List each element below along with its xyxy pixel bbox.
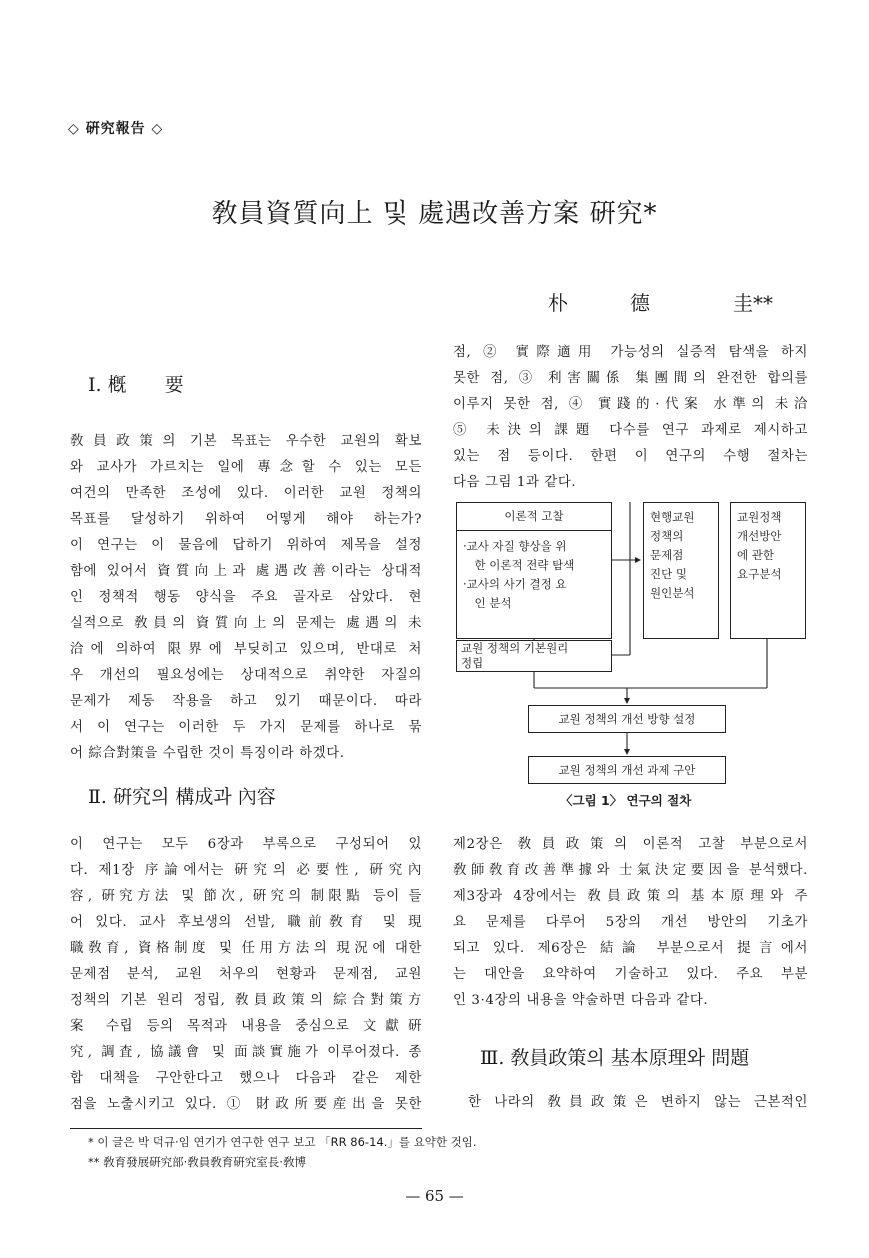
theory-review-box [456,502,612,639]
text-line: 인 정책적 행동 양식을 주요 골자로 삼았다. 현 [70,590,422,605]
text-line: 점, ② 實際適用 가능성의 실증적 탐색을 하지 [453,345,808,360]
box-line: 교원 정책의 기본원리 [461,641,569,655]
text-line: 어 綜合對策을 수립한 것이 특징이라 하겠다. [70,746,345,761]
page-number: — 65 — [405,1187,464,1205]
author-name-part: 圭** [733,291,773,315]
section-3-heading: Ⅲ. 敎員政策의 基本原理와 問題 [480,1047,750,1069]
paragraph-principles [468,1090,808,1116]
footnote-rule [70,1128,422,1129]
theory-item: 인 분석 [463,596,512,610]
paragraph-chapters [453,832,808,1014]
text-line: 職敎育, 資格制度 및 任用方法의 現況에 대한 [70,941,422,956]
text-line: 문제점 분석, 교원 처우의 현황과 문제점, 교원 [70,967,422,982]
text-line: 목표를 달성하기 위하여 어떻게 해야 하는가? [70,512,422,527]
text-line: 이 연구는 모두 6장과 부록으로 구성되어 있 [70,837,422,852]
improvement-direction-box: 교원 정책의 개선 방향 설정 [528,705,726,733]
text-line: 요 문제를 다루어 5장의 개선 방안의 기초가 [453,915,808,930]
text-line: 함에 있어서 資質向上과 處遇改善이라는 상대적 [70,564,422,579]
text-line: 제2장은 敎員政策의 이론적 고찰 부분으로서 [453,837,808,852]
basic-principle-box [456,640,612,672]
text-line: 敎師敎育改善準據와 士氣決定要因을 분석했다. [453,863,808,878]
section-label: ◇ 硏究報告 ◇ [68,121,164,137]
box-line: 정책의 [650,529,684,543]
text-line: 정책의 기본 원리 정립, 敎員政策의 綜合對策方 [70,993,422,1008]
text-line: 있는 점 등이다. 한편 이 연구의 수행 절차는 [453,449,808,464]
box-line: 에 관한 [737,548,774,562]
box-line: 정립 [461,656,484,670]
text-line: 제3장과 4장에서는 敎員政策의 基本原理와 주 [453,889,808,904]
text-line: 이 연구는 이 물음에 답하기 위하여 제목을 설정 [70,538,422,553]
section-1-heading: Ⅰ. 槪 要 [88,374,184,396]
text-line: 洽에 의하여 限界에 부딪히고 있으며, 반대로 처 [70,642,422,657]
text-line: 容, 硏究方法 및 節次, 硏究의 制限點 등이 들 [70,889,422,904]
text-line: 敎員政策의 기본 목표는 우수한 교원의 확보 [70,434,422,449]
current-policy-analysis-box [643,502,719,639]
box-line: 개선방안 [737,529,782,543]
text-line: 와 교사가 가르치는 일에 專念할 수 있는 모든 [70,460,422,475]
box-line: 진단 및 [650,567,687,581]
text-line: 문제가 제동 작용을 하고 있기 때문이다. 따라 [70,694,422,709]
text-line: 실적으로 敎員의 資質向上의 문제는 處遇의 未 [70,616,422,631]
footnote-1: * 이 글은 박 덕규·임 연기가 연구한 연구 보고 「RR 86-14.」를 요약한 것임. [88,1135,477,1149]
text-line: 우 개선의 필요성에는 상대적으로 취약한 자질의 [70,668,422,683]
box-line: 교원정책 [737,510,782,524]
box-line: 원인분석 [650,586,695,600]
text-line: 이루지 못한 점, ④ 實踐的·代案 水準의 未洽 [453,397,808,412]
text-line: 여건의 만족한 조성에 있다. 이러한 교원 정책의 [70,486,422,501]
improvement-tasks-box: 교원 정책의 개선 과제 구안 [528,756,726,784]
text-line: 합 대책을 구안한다고 했으나 다음과 같은 제한 [70,1071,422,1086]
text-line: 한 나라의 敎員政策은 변하지 않는 근본적인 [468,1095,808,1110]
figure-caption: 〈그림 1〉 연구의 절차 [560,793,692,808]
text-line: 못한 점, ③ 利害關係 集團間의 완전한 합의를 [453,371,808,386]
author-name-part: 德 [630,291,650,315]
theory-item: ·교사 자질 향상을 위 [463,539,567,553]
text-line: 되고 있다. 제6장은 結論 부분으로서 提言에서 [453,941,808,956]
author-name-part: 朴 [548,291,568,315]
text-line: 점을 노출시키고 있다. ① 財政所要産出을 못한 [70,1097,422,1112]
text-line: 究, 調査, 協議會 및 面談實施가 이루어졌다. 종 [70,1045,422,1060]
theory-review-items [457,531,611,619]
box-line: 문제점 [650,548,684,562]
theory-review-title: 이론적 고찰 [457,503,611,531]
text-line: 다. 제1장 序論에서는 硏究의 必要性, 硏究內 [70,863,422,878]
text-line: 는 대안을 요약하여 기술하고 있다. 주요 부분 [453,967,808,982]
box-line: 요구분석 [737,567,782,581]
text-line: 다음 그림 1과 같다. [453,475,577,490]
section-2-heading: Ⅱ. 硏究의 構成과 內容 [88,786,276,808]
text-line: 案 수립 등의 목적과 내용을 중심으로 文獻硏 [70,1019,422,1034]
footnote-2: ** 敎育發展硏究部·敎員敎育硏究室長·敎博 [88,1155,306,1169]
text-line: 인 3·4장의 내용을 약술하면 다음과 같다. [453,993,709,1008]
text-line: 어 있다. 교사 후보생의 선발, 職前敎育 및 現 [70,915,422,930]
paper-title: 敎員資質向上 및 處遇改善方案 硏究* [211,199,658,229]
text-line: 서 이 연구는 이러한 두 가지 문제를 하나로 묶 [70,720,422,735]
theory-item: ·교사의 사기 결정 요 [463,577,567,591]
box-line: 현행교원 [650,510,695,524]
text-line: ⑤ 未決의 課題 다수를 연구 과제로 제시하고 [453,423,808,438]
demand-analysis-box [730,502,806,639]
theory-item: 한 이론적 전략 탐색 [463,558,575,572]
